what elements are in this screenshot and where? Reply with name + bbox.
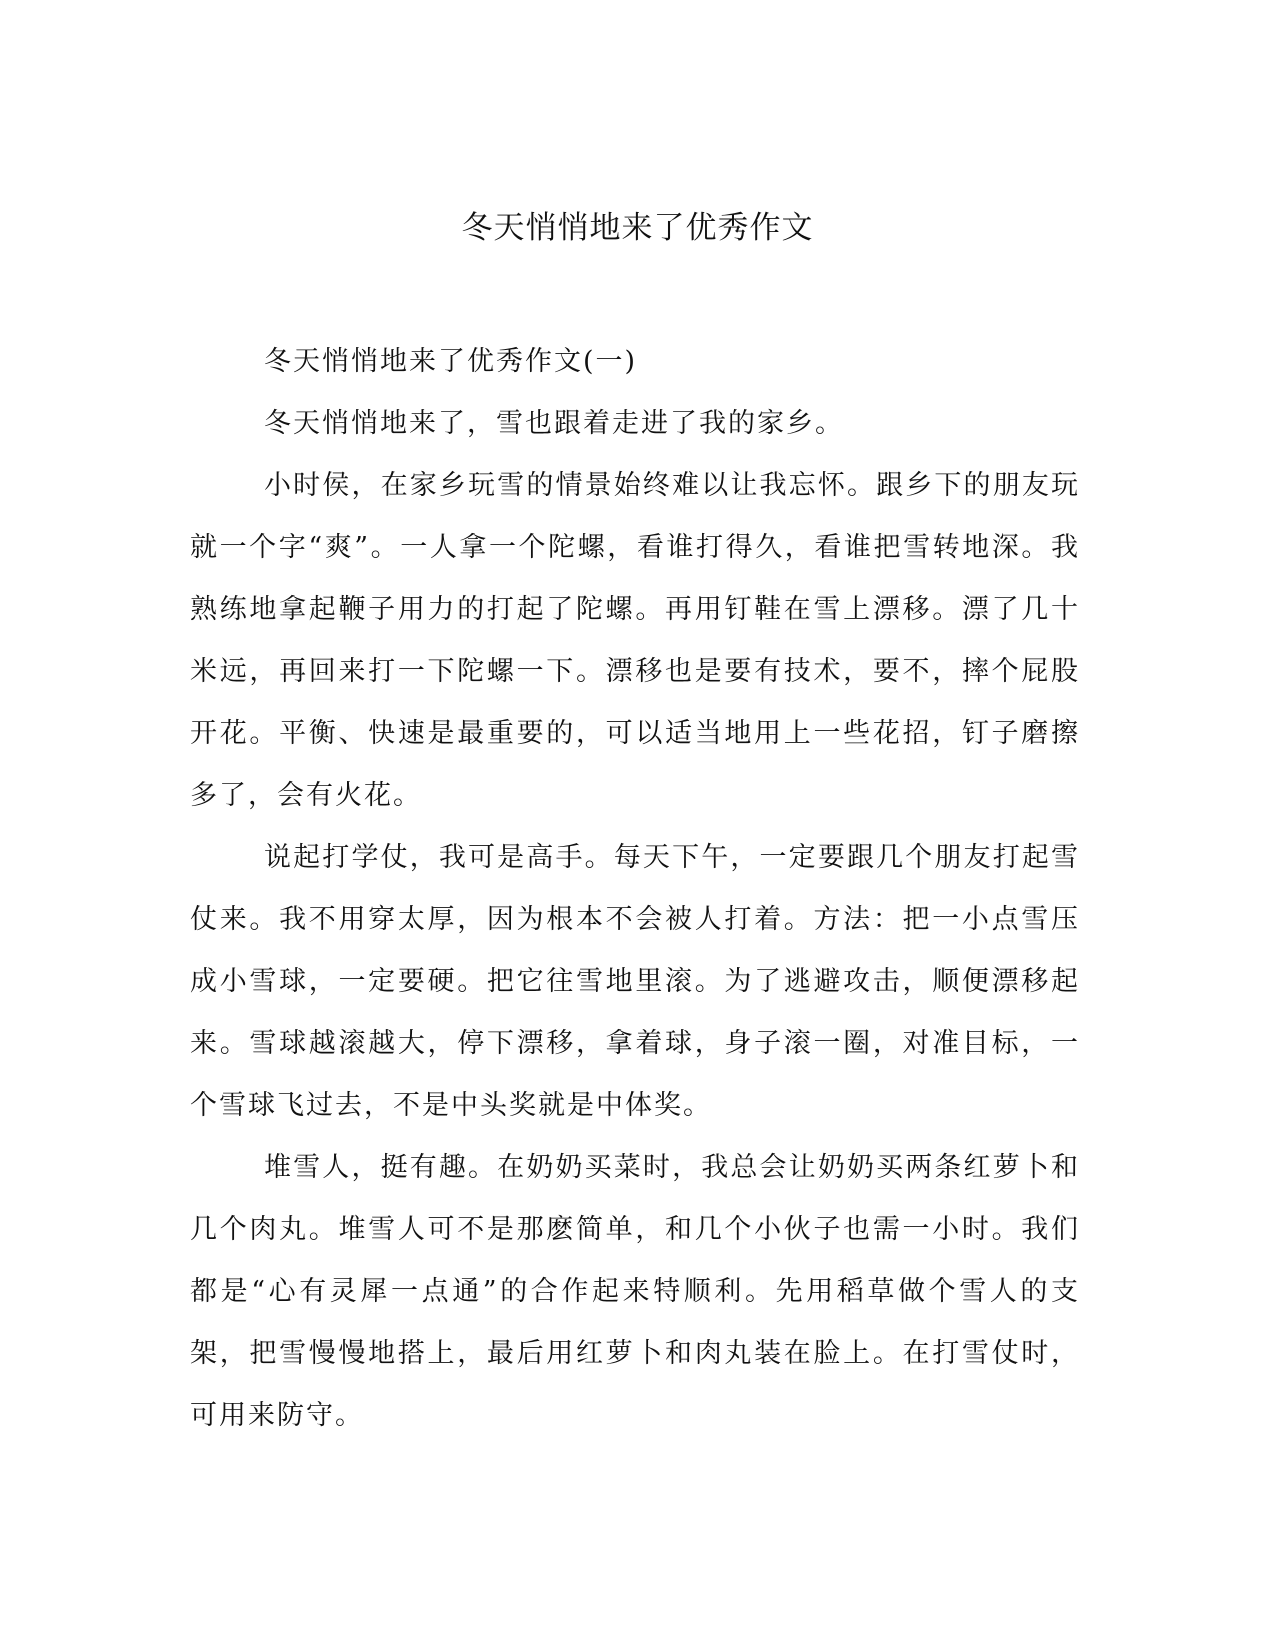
paragraph: 冬天悄悄地来了，雪也跟着走进了我的家乡。 (264, 408, 844, 439)
paragraph: 堆雪人，挺有趣。在奶奶买菜时，我总会让奶奶买两条红萝卜和几个肉丸。堆雪人可不是那麽简单，和几个小伙子也需一小时。我们都是“心有灵犀一点通”的合作起来特顺利。先用稻草做个雪人的支架，把雪慢慢地搭上，最后用红萝卜和肉丸装在脸上。在打雪仗时，可用来防守。 (190, 1152, 1080, 1431)
document-title: 冬天悄悄地来了优秀作文 (461, 210, 814, 246)
paragraph: 说起打学仗，我可是高手。每天下午，一定要跟几个朋友打起雪仗来。我不用穿太厚，因为根本不会被人打着。方法：把一小点雪压成小雪球，一定要硬。把它往雪地里滚。为了逃避攻击，顺便漂移起来。雪球越滚越大，停下漂移，拿着球，身子滚一圈，对准目标，一个雪球飞过去，不是中头奖就是中体奖。 (190, 842, 1080, 1121)
paragraph: 小时侯，在家乡玩雪的情景始终难以让我忘怀。跟乡下的朋友玩就一个字“爽”。一人拿一个陀螺，看谁打得久，看谁把雪转地深。我熟练地拿起鞭子用力的打起了陀螺。再用钉鞋在雪上漂移。漂了几十米远，再回来打一下陀螺一下。漂移也是要有技术，要不，摔个屁股开花。平衡、快速是最重要的，可以适当地用上一些花招，钉子磨擦多了，会有火花。 (190, 470, 1080, 811)
paragraph-subtitle: 冬天悄悄地来了优秀作文(一) (264, 346, 638, 377)
document-body (190, 331, 1080, 1447)
